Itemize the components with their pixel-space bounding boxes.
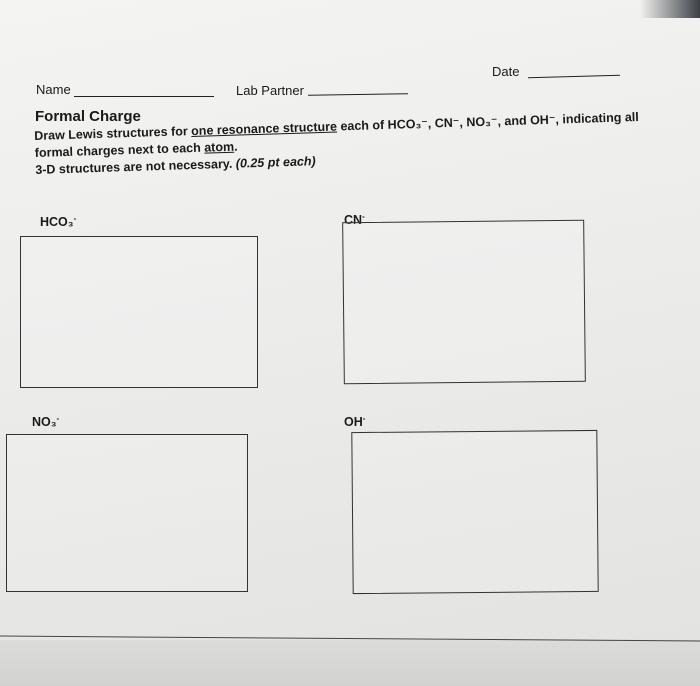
- lab-partner-label: Lab Partner: [236, 83, 304, 98]
- box-label-text: HCO₃: [40, 215, 74, 230]
- background-edge: [640, 0, 700, 18]
- instruction-underlined-text: one resonance structure: [190, 119, 338, 139]
- instruction-text: .: [233, 139, 238, 154]
- oh-label: [344, 414, 365, 429]
- no3-label: [32, 414, 59, 429]
- box-label-charge: -: [362, 212, 365, 221]
- lab-partner-field-line[interactable]: [308, 93, 408, 95]
- name-field-line[interactable]: [74, 96, 214, 97]
- instruction-text: each of HCO₃⁻, CN⁻, NO₃⁻, and OH⁻, indicating all: [336, 110, 639, 134]
- instruction-underlined-text: atom: [203, 139, 235, 155]
- date-field-line[interactable]: [528, 75, 620, 78]
- box-label-charge: -: [73, 214, 77, 223]
- cn-answer-box[interactable]: [342, 220, 586, 385]
- instruction-points-text: (0.25 pt each): [235, 154, 316, 171]
- instruction-text: Draw Lewis structures for: [34, 124, 192, 143]
- page-title: Formal Charge: [35, 108, 141, 125]
- hco3-label: [40, 214, 76, 229]
- instruction-text: 3-D structures are not necessary.: [35, 156, 237, 177]
- box-label-text: NO₃: [32, 415, 57, 430]
- box-label-charge: -: [56, 414, 60, 423]
- box-label-text: OH: [344, 415, 363, 430]
- date-label: Date: [492, 64, 520, 79]
- oh-answer-box[interactable]: [351, 430, 598, 594]
- box-label-charge: -: [362, 414, 366, 423]
- no3-answer-box[interactable]: [6, 434, 248, 592]
- instruction-text: formal charges next to each: [34, 140, 205, 160]
- page-bottom-area: [0, 640, 700, 686]
- box-label-text: CN: [344, 213, 363, 228]
- hco3-answer-box[interactable]: [20, 236, 258, 388]
- name-label: Name: [36, 82, 71, 97]
